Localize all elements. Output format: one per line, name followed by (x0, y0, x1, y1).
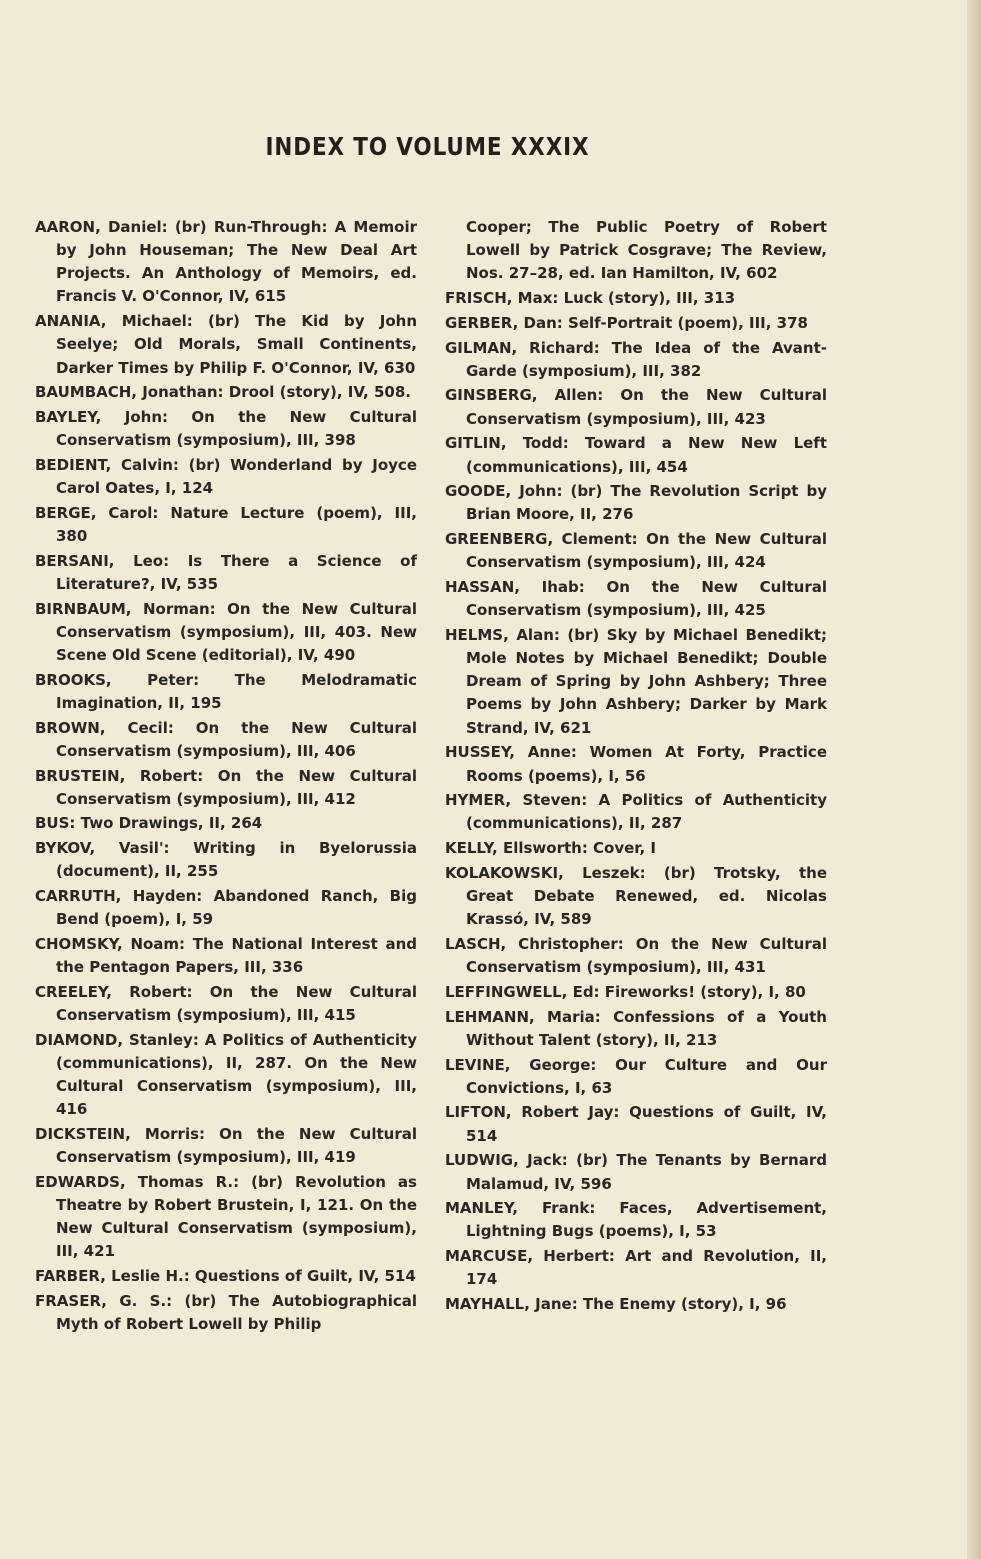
index-entry: EDWARDS, Thomas R.: (br) Revolution as Theatre by Robert Brustein, I, 121. On the New Cultural Conservatism (symposium), III, 421 (35, 1172, 417, 1261)
index-entry: BYKOV, Vasil': Writing in Byelorussia (document), II, 255 (35, 839, 417, 881)
index-entry: HYMER, Steven: A Politics of Authenticity (communications), II, 287 (445, 791, 827, 833)
index-entry: Cooper; The Public Poetry of Robert Lowell by Patrick Cosgrave; The Review, Nos. 27–28, ed. Ian Hamilton, IV, 602 (466, 218, 827, 283)
index-entry: CARRUTH, Hayden: Abandoned Ranch, Big Bend (poem), I, 59 (35, 887, 417, 929)
index-entry: BROOKS, Peter: The Melodramatic Imagination, II, 195 (35, 670, 417, 712)
index-entry: BIRNBAUM, Norman: On the New Cultural Conservatism (symposium), III, 403. New Scene Old Scene (editorial), IV, 490 (35, 599, 417, 664)
index-entry: BRUSTEIN, Robert: On the New Cultural Conservatism (symposium), III, 412 (35, 766, 417, 808)
index-entry: LEFFINGWELL, Ed: Fireworks! (story), I, 80 (445, 982, 806, 1001)
index-entry: KOLAKOWSKI, Leszek: (br) Trotsky, the Great Debate Renewed, ed. Nicolas Krassó, IV, 589 (445, 863, 827, 929)
index-entry: BROWN, Cecil: On the New Cultural Conservatism (symposium), III, 406 (35, 718, 417, 760)
index-entry: GITLIN, Todd: Toward a New New Left (communications), III, 454 (445, 434, 827, 476)
index-column-left (35, 216, 417, 1338)
index-entry: GERBER, Dan: Self-Portrait (poem), III, 378 (445, 313, 808, 332)
index-entry: LUDWIG, Jack: (br) The Tenants by Bernard Malamud, IV, 596 (445, 1151, 827, 1193)
index-entry: GREENBERG, Clement: On the New Cultural Conservatism (symposium), III, 424 (445, 530, 827, 572)
index-entry: LEHMANN, Maria: Confessions of a Youth Without Talent (story), II, 213 (445, 1007, 827, 1049)
index-entry: HELMS, Alan: (br) Sky by Michael Benedikt; Mole Notes by Michael Benedikt; Double Dream of Spring by John Ashbery; Three Poems by John Ashbery; Darker by Mark Strand, IV, 621 (445, 626, 827, 737)
index-entry: GINSBERG, Allen: On the New Cultural Conservatism (symposium), III, 423 (445, 386, 827, 428)
index-entry: GOODE, John: (br) The Revolution Script by Brian Moore, II, 276 (445, 482, 827, 524)
index-entry: CHOMSKY, Noam: The National Interest and the Pentagon Papers, III, 336 (35, 935, 417, 977)
index-entry: LASCH, Christopher: On the New Cultural Conservatism (symposium), III, 431 (445, 935, 827, 977)
index-entry: FRASER, G. S.: (br) The Autobiographical Myth of Robert Lowell by Philip (35, 1291, 417, 1334)
index-entry: BAYLEY, John: On the New Cultural Conservatism (symposium), III, 398 (35, 408, 417, 450)
index-entry: GILMAN, Richard: The Idea of the Avant-Garde (symposium), III, 382 (445, 338, 827, 380)
index-entry: MAYHALL, Jane: The Enemy (story), I, 96 (445, 1295, 787, 1314)
index-entry: BAUMBACH, Jonathan: Drool (story), IV, 508. (35, 383, 411, 402)
index-entry: LEVINE, George: Our Culture and Our Convictions, I, 63 (445, 1055, 827, 1097)
index-entry: BEDIENT, Calvin: (br) Wonderland by Joyce Carol Oates, I, 124 (35, 455, 417, 498)
index-entry: AARON, Daniel: (br) Run-Through: A Memoir by John Houseman; The New Deal Art Projects. An Anthology of Memoirs, ed. Francis V. O'Connor, IV, 615 (35, 218, 417, 306)
index-entry: KELLY, Ellsworth: Cover, I (445, 839, 656, 858)
index-entry: LIFTON, Robert Jay: Questions of Guilt, IV, 514 (445, 1103, 827, 1145)
page-title: INDEX TO VOLUME XXXIX (265, 132, 590, 161)
index-entry: DIAMOND, Stanley: A Politics of Authenticity (communications), II, 287. On the New Cultural Conservatism (symposium), III, 416 (35, 1030, 417, 1119)
index-entry: MARCUSE, Herbert: Art and Revolution, II, 174 (445, 1247, 827, 1289)
index-entry: HUSSEY, Anne: Women At Forty, Practice Rooms (poems), I, 56 (445, 743, 827, 785)
index-column-right (445, 216, 827, 1318)
index-entry: BERSANI, Leo: Is There a Science of Literature?, IV, 535 (35, 551, 417, 593)
index-entry: FRISCH, Max: Luck (story), III, 313 (445, 289, 736, 308)
index-entry: BERGE, Carol: Nature Lecture (poem), III, 380 (35, 503, 417, 545)
index-entry: BUS: Two Drawings, II, 264 (35, 814, 263, 833)
index-entry: HASSAN, Ihab: On the New Cultural Conservatism (symposium), III, 425 (445, 578, 827, 620)
index-entry: CREELEY, Robert: On the New Cultural Conservatism (symposium), III, 415 (35, 982, 417, 1025)
index-entry: ANANIA, Michael: (br) The Kid by John Seelye; Old Morals, Small Continents, Darker Times by Philip F. O'Connor, IV, 630 (35, 312, 417, 377)
page-edge (967, 0, 981, 1559)
index-entry: MANLEY, Frank: Faces, Advertisement, Lightning Bugs (poems), I, 53 (445, 1199, 827, 1241)
index-entry: DICKSTEIN, Morris: On the New Cultural Conservatism (symposium), III, 419 (35, 1125, 417, 1167)
index-entry: FARBER, Leslie H.: Questions of Guilt, IV, 514 (35, 1267, 416, 1286)
